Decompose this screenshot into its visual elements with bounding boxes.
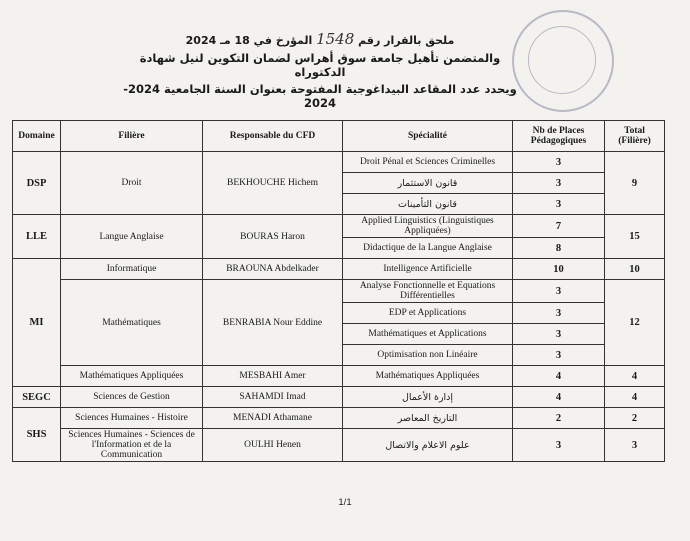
- places-cell: 3: [513, 303, 605, 324]
- specialite-cell: قانون التأمينات: [343, 194, 513, 215]
- domain-code: LLE: [13, 215, 61, 259]
- header-line-1: ملحق بالقرار رقم 1548 المؤرخ في 18 مـ 2024: [185, 30, 455, 48]
- col-specialite: Spécialité: [343, 121, 513, 152]
- places-cell: 3: [513, 324, 605, 345]
- table-row: [13, 152, 665, 173]
- places-cell: 8: [513, 238, 605, 259]
- filiere-cell: Mathématiques: [61, 280, 203, 366]
- responsable-cell: OULHI Henen: [203, 429, 343, 462]
- header-line-3: ويحدد عدد المقاعد البيداغوجية المفتوحة بعنوان السنة الجامعية 2024-2024: [123, 82, 517, 110]
- decree-number: 1548: [316, 30, 355, 48]
- table-header-row: [13, 121, 665, 152]
- filiere-cell: Informatique: [61, 259, 203, 280]
- responsable-cell: BOURAS Haron: [203, 215, 343, 259]
- responsable-cell: SAHAMDI Imad: [203, 387, 343, 408]
- specialite-cell: Applied Linguistics (Linguistiques Appliquées): [343, 215, 513, 238]
- filiere-cell: Droit: [61, 152, 203, 215]
- filiere-cell: Langue Anglaise: [61, 215, 203, 259]
- page-number: 1/1: [338, 497, 352, 508]
- total-cell: 12: [605, 280, 665, 366]
- total-cell: 10: [605, 259, 665, 280]
- table-row: [13, 259, 665, 280]
- total-cell: 3: [605, 429, 665, 462]
- domain-code: SHS: [13, 408, 61, 462]
- specialite-cell: Intelligence Artificielle: [343, 259, 513, 280]
- responsable-cell: MENADI Athamane: [203, 408, 343, 429]
- places-cell: 4: [513, 366, 605, 387]
- specialite-cell: Didactique de la Langue Anglaise: [343, 238, 513, 259]
- places-table: [12, 120, 665, 462]
- places-cell: 3: [513, 194, 605, 215]
- document-header: [120, 30, 520, 110]
- col-total: Total (Filière): [605, 121, 665, 152]
- specialite-cell: إدارة الأعمال: [343, 387, 513, 408]
- specialite-cell: التاريخ المعاصر: [343, 408, 513, 429]
- total-cell: 9: [605, 152, 665, 215]
- filiere-cell: Sciences Humaines - Histoire: [61, 408, 203, 429]
- table-row: [13, 280, 665, 303]
- places-cell: 2: [513, 408, 605, 429]
- specialite-cell: Mathématiques et Applications: [343, 324, 513, 345]
- table-row: [13, 366, 665, 387]
- total-cell: 4: [605, 366, 665, 387]
- places-cell: 3: [513, 173, 605, 194]
- total-cell: 2: [605, 408, 665, 429]
- places-cell: 7: [513, 215, 605, 238]
- places-cell: 3: [513, 429, 605, 462]
- total-cell: 4: [605, 387, 665, 408]
- specialite-cell: EDP et Applications: [343, 303, 513, 324]
- col-responsable: Responsable du CFD: [203, 121, 343, 152]
- decree-date: 18 مـ 2024: [185, 34, 250, 47]
- places-cell: 3: [513, 152, 605, 173]
- specialite-cell: Mathématiques Appliquées: [343, 366, 513, 387]
- col-domaine: Domaine: [13, 121, 61, 152]
- responsable-cell: MESBAHI Amer: [203, 366, 343, 387]
- table-row: [13, 429, 665, 462]
- domain-code: SEGC: [13, 387, 61, 408]
- places-cell: 3: [513, 280, 605, 303]
- places-cell: 3: [513, 345, 605, 366]
- table-row: [13, 387, 665, 408]
- filiere-cell: Sciences Humaines - Sciences de l'Information et de la Communication: [61, 429, 203, 462]
- responsable-cell: BRAOUNA Abdelkader: [203, 259, 343, 280]
- domain-code: MI: [13, 259, 61, 387]
- responsable-cell: BENRABIA Nour Eddine: [203, 280, 343, 366]
- col-filiere: Filière: [61, 121, 203, 152]
- specialite-cell: Analyse Fonctionnelle et Equations Différentielles: [343, 280, 513, 303]
- specialite-cell: قانون الاستثمار: [343, 173, 513, 194]
- responsable-cell: BEKHOUCHE Hichem: [203, 152, 343, 215]
- places-cell: 10: [513, 259, 605, 280]
- specialite-cell: Optimisation non Linéaire: [343, 345, 513, 366]
- header-line-2: والمتضمن تأهيل جامعة سوق أهراس لضمان التكوين لنيل شهادة الدكتوراه: [139, 51, 501, 79]
- table-row: [13, 215, 665, 238]
- specialite-cell: Droit Pénal et Sciences Criminelles: [343, 152, 513, 173]
- filiere-cell: Sciences de Gestion: [61, 387, 203, 408]
- table-row: [13, 408, 665, 429]
- filiere-cell: Mathématiques Appliquées: [61, 366, 203, 387]
- official-stamp: [512, 10, 614, 112]
- places-cell: 4: [513, 387, 605, 408]
- total-cell: 15: [605, 215, 665, 259]
- col-places: Nb de Places Pédagogiques: [513, 121, 605, 152]
- specialite-cell: علوم الاعلام والاتصال: [343, 429, 513, 462]
- domain-code: DSP: [13, 152, 61, 215]
